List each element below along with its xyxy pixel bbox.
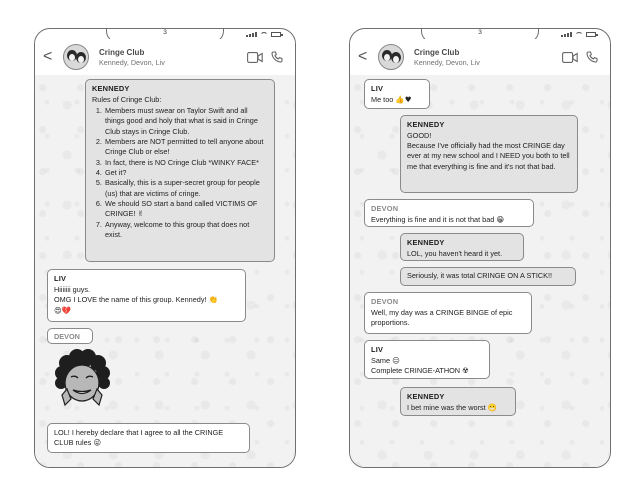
grimacing-emoji-icon: 😬 <box>487 402 498 412</box>
chat-header <box>35 39 295 75</box>
heart-emoji-icon: ♥ <box>404 94 412 104</box>
rule-item: 1. Members must swear on Taylor Swift and all things good and holy that what is said in Cringe Club stays in Cringe Club. <box>104 106 268 137</box>
message-devon-binge <box>364 292 532 334</box>
rules-list <box>92 106 268 241</box>
back-arrow-icon[interactable]: < <box>43 48 53 65</box>
message-line-container <box>371 95 423 106</box>
radioactive-emoji-icon: ☢ <box>462 366 469 376</box>
signal-icon <box>561 32 572 37</box>
status-time: 3 <box>163 29 167 36</box>
back-arrow-icon[interactable]: < <box>358 48 368 65</box>
message-text: LOL, you haven't heard it yet. <box>407 248 503 258</box>
message-line-container <box>371 215 527 226</box>
message-line: Because I've officially had the most CRINGE day ever at my new school and I NEED you both to tell me that everything is fine and it's not that bad. <box>407 140 570 171</box>
video-call-icon[interactable] <box>247 52 263 63</box>
message-sender: KENNEDY <box>407 120 445 129</box>
group-avatar[interactable] <box>378 44 404 70</box>
wifi-icon <box>260 32 268 37</box>
message-text: Well, my day was a CRINGE BINGE of epic proportions. <box>371 307 513 327</box>
rule-item: 3. In fact, there is NO Cringe Club *WINKY FACE* <box>104 158 268 168</box>
message-sender: KENNEDY <box>92 84 130 93</box>
message-liv-same <box>364 340 490 379</box>
emoji-row <box>54 306 239 317</box>
message-line: Complete CRINGE-ATHON <box>371 366 461 376</box>
phone-call-icon[interactable] <box>271 51 283 63</box>
rule-item <box>104 199 268 220</box>
chat-header <box>350 39 610 75</box>
rule-text: We should SO start a band called VICTIMS OF CRINGE! <box>105 199 258 219</box>
thumbs-up-emoji-icon: 👍 <box>395 94 405 104</box>
group-avatar[interactable] <box>63 44 89 70</box>
devon-cringe-sticker <box>53 349 111 411</box>
message-line: Hiiiiiii guys. <box>54 284 91 294</box>
message-sender: KENNEDY <box>407 238 445 247</box>
chat-title-block[interactable] <box>99 48 247 67</box>
chat-members: Kennedy, Devon, Liv <box>99 57 165 67</box>
message-kennedy-worst <box>400 387 516 416</box>
message-line-container <box>54 295 239 306</box>
clapping-hands-emoji-icon: 👏 <box>208 294 218 304</box>
battery-icon <box>586 32 596 37</box>
message-line: GOOD! <box>407 130 432 140</box>
message-devon-fine <box>364 199 534 227</box>
message-kennedy-rules <box>85 79 275 262</box>
message-text: Everything is fine and it is not that bad <box>371 214 495 224</box>
message-line-container <box>371 356 483 367</box>
rule-item: 7. Anyway, welcome to this group that does not exist. <box>104 220 268 241</box>
message-sender: LIV <box>371 84 384 93</box>
rule-item: 4. Get it? <box>104 168 268 178</box>
status-time: 3 <box>478 29 482 36</box>
phone-call-icon[interactable] <box>586 51 598 63</box>
message-sender: DEVON <box>371 204 399 213</box>
battery-icon <box>271 32 281 37</box>
wifi-icon <box>575 32 583 37</box>
message-devon-agree <box>47 423 250 453</box>
message-line: Same <box>371 355 391 365</box>
rule-item: 2. Members are NOT permitted to tell anyone about Cringe Club or else! <box>104 137 268 158</box>
message-liv <box>47 269 246 322</box>
message-sender: LIV <box>371 345 384 354</box>
chat-name: Cringe Club <box>99 47 145 57</box>
neutral-face-emoji-icon: 😐 <box>392 355 400 365</box>
message-line: OMG I LOVE the name of this group. Kennedy! <box>54 294 207 304</box>
message-sender: KENNEDY <box>407 392 445 401</box>
wink-tongue-emoji-icon: 😜 <box>93 438 102 448</box>
message-line-container <box>407 403 509 414</box>
message-text: LOL! I hereby declare that I agree to all the CRINGE CLUB rules <box>54 428 224 448</box>
grinning-emoji-icon: 😁 <box>496 214 505 224</box>
peace-hand-emoji-icon: ✌ <box>137 209 144 219</box>
message-liv-metoo <box>364 79 430 109</box>
message-sender: LIV <box>54 274 67 283</box>
status-icons <box>561 32 596 37</box>
phone-screen-right <box>349 28 611 468</box>
phone-screen-left <box>34 28 296 468</box>
video-call-icon[interactable] <box>562 52 578 63</box>
message-text: Me too <box>371 94 394 104</box>
message-kennedy-seriously <box>400 267 576 286</box>
chat-members: Kennedy, Devon, Liv <box>414 57 480 67</box>
message-line-container <box>371 366 483 377</box>
signal-icon <box>246 32 257 37</box>
sender-label-devon: DEVON <box>47 328 93 344</box>
chat-title-block[interactable] <box>414 48 562 67</box>
message-intro: Rules of Cringe Club: <box>92 94 162 104</box>
broken-heart-emoji-icon: 💔 <box>61 305 72 315</box>
chat-name: Cringe Club <box>414 47 460 57</box>
status-icons <box>246 32 281 37</box>
heart-eyes-emoji-icon: 😍 <box>54 305 62 315</box>
message-kennedy-good <box>400 115 578 193</box>
rule-item: 5. Basically, this is a super-secret group for people (us) that are victims of cringe. <box>104 178 268 199</box>
message-kennedy-lol <box>400 233 524 261</box>
message-sender: DEVON <box>371 297 399 306</box>
message-text: Seriously, it was total CRINGE ON A STICK!! <box>407 271 553 280</box>
message-text: I bet mine was the worst <box>407 402 486 412</box>
